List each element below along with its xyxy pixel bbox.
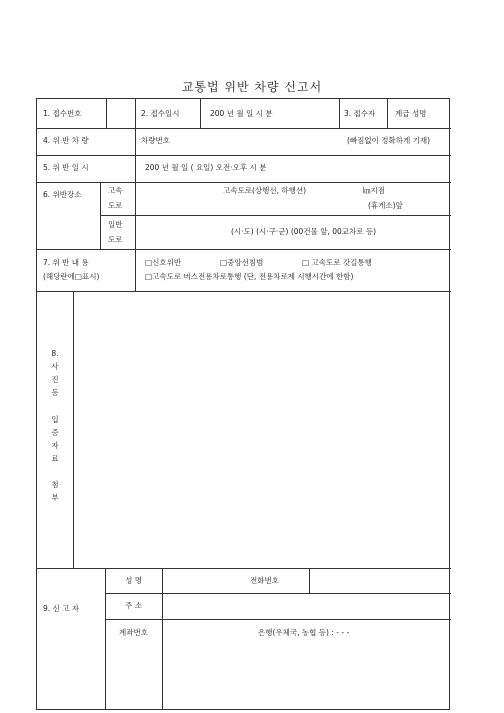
- name-label: 성 명: [125, 576, 142, 585]
- plate-label: 차량번호: [141, 136, 170, 145]
- col-divider: [135, 99, 136, 291]
- row-divider: [37, 128, 451, 129]
- general-road-label: 도로: [108, 235, 123, 244]
- location-label: 6. 위반장소: [43, 190, 82, 199]
- address-label: 주 소: [125, 601, 142, 610]
- option-shoulder-driving[interactable]: □ 고속도로 갓길통행: [302, 258, 372, 267]
- row-divider: [105, 619, 451, 620]
- violation-content-label: 7. 위 반 내 용: [43, 258, 89, 267]
- general-road-label: 일반: [108, 220, 123, 229]
- receipt-no-label: 1. 접수번호: [43, 109, 82, 118]
- name-field[interactable]: [163, 569, 309, 593]
- col-divider: [339, 99, 340, 128]
- general-road-text: (시·도) (시·구·군) (00건물 앞, 00교차로 등): [231, 227, 377, 236]
- phone-field[interactable]: [310, 569, 450, 593]
- bank-label: 은행(우체국, 농협 등) : - - -: [258, 628, 350, 637]
- highway-label: 고속: [108, 186, 123, 195]
- highway-label: 도로: [108, 201, 123, 210]
- row-divider: [100, 215, 451, 216]
- km-point: ㎞지점: [363, 186, 385, 195]
- account-label: 계좌번호: [119, 628, 148, 637]
- receipt-date-label: 2. 접수일시: [141, 109, 180, 118]
- violation-time-value: 200 년 월 일 ( 요일) 오전·오후 시 분: [145, 163, 267, 172]
- col-divider: [105, 568, 106, 710]
- violation-content-hint: (해당란에□표시): [43, 272, 100, 281]
- violation-time-label: 5. 위 반 일 시: [43, 163, 89, 172]
- rest-area: (휴게소)앞: [368, 201, 403, 210]
- option-signal-violation[interactable]: □신호위반: [145, 258, 182, 267]
- vehicle-label: 4. 위 반 차 량: [43, 136, 89, 145]
- option-centerline-violation[interactable]: □중앙선침범: [220, 258, 264, 267]
- col-divider: [387, 99, 388, 128]
- row-divider: [37, 249, 451, 250]
- plate-note: (빠짐없이 정확하게 기재): [347, 136, 431, 145]
- phone-label: 전화번호: [250, 576, 279, 585]
- col-divider: [200, 99, 201, 128]
- receiver-label: 3. 접수자: [344, 109, 376, 118]
- col-divider: [100, 182, 101, 249]
- photo-attachment-area[interactable]: [74, 292, 450, 568]
- form-title: 교통법 위반 차량 신고서: [181, 80, 323, 94]
- rank-name-label: 계급 성명: [395, 109, 427, 118]
- row-divider: [37, 155, 451, 156]
- address-field[interactable]: [163, 594, 450, 619]
- receipt-date-value: 200 년 월 일 시 분: [210, 109, 273, 118]
- highway-direction: 고속도로(상행선, 하행선): [223, 186, 307, 195]
- reporter-label: 9. 신 고 자: [43, 604, 80, 613]
- photo-evidence-label: 8. 사 진 등 입 증 자 료 첨 부: [51, 349, 59, 503]
- col-divider: [106, 99, 107, 128]
- report-form: [36, 98, 450, 710]
- option-bus-lane[interactable]: □고속도로 버스전용차로통행 (단, 전용차로제 시행시간에 한함): [145, 272, 354, 281]
